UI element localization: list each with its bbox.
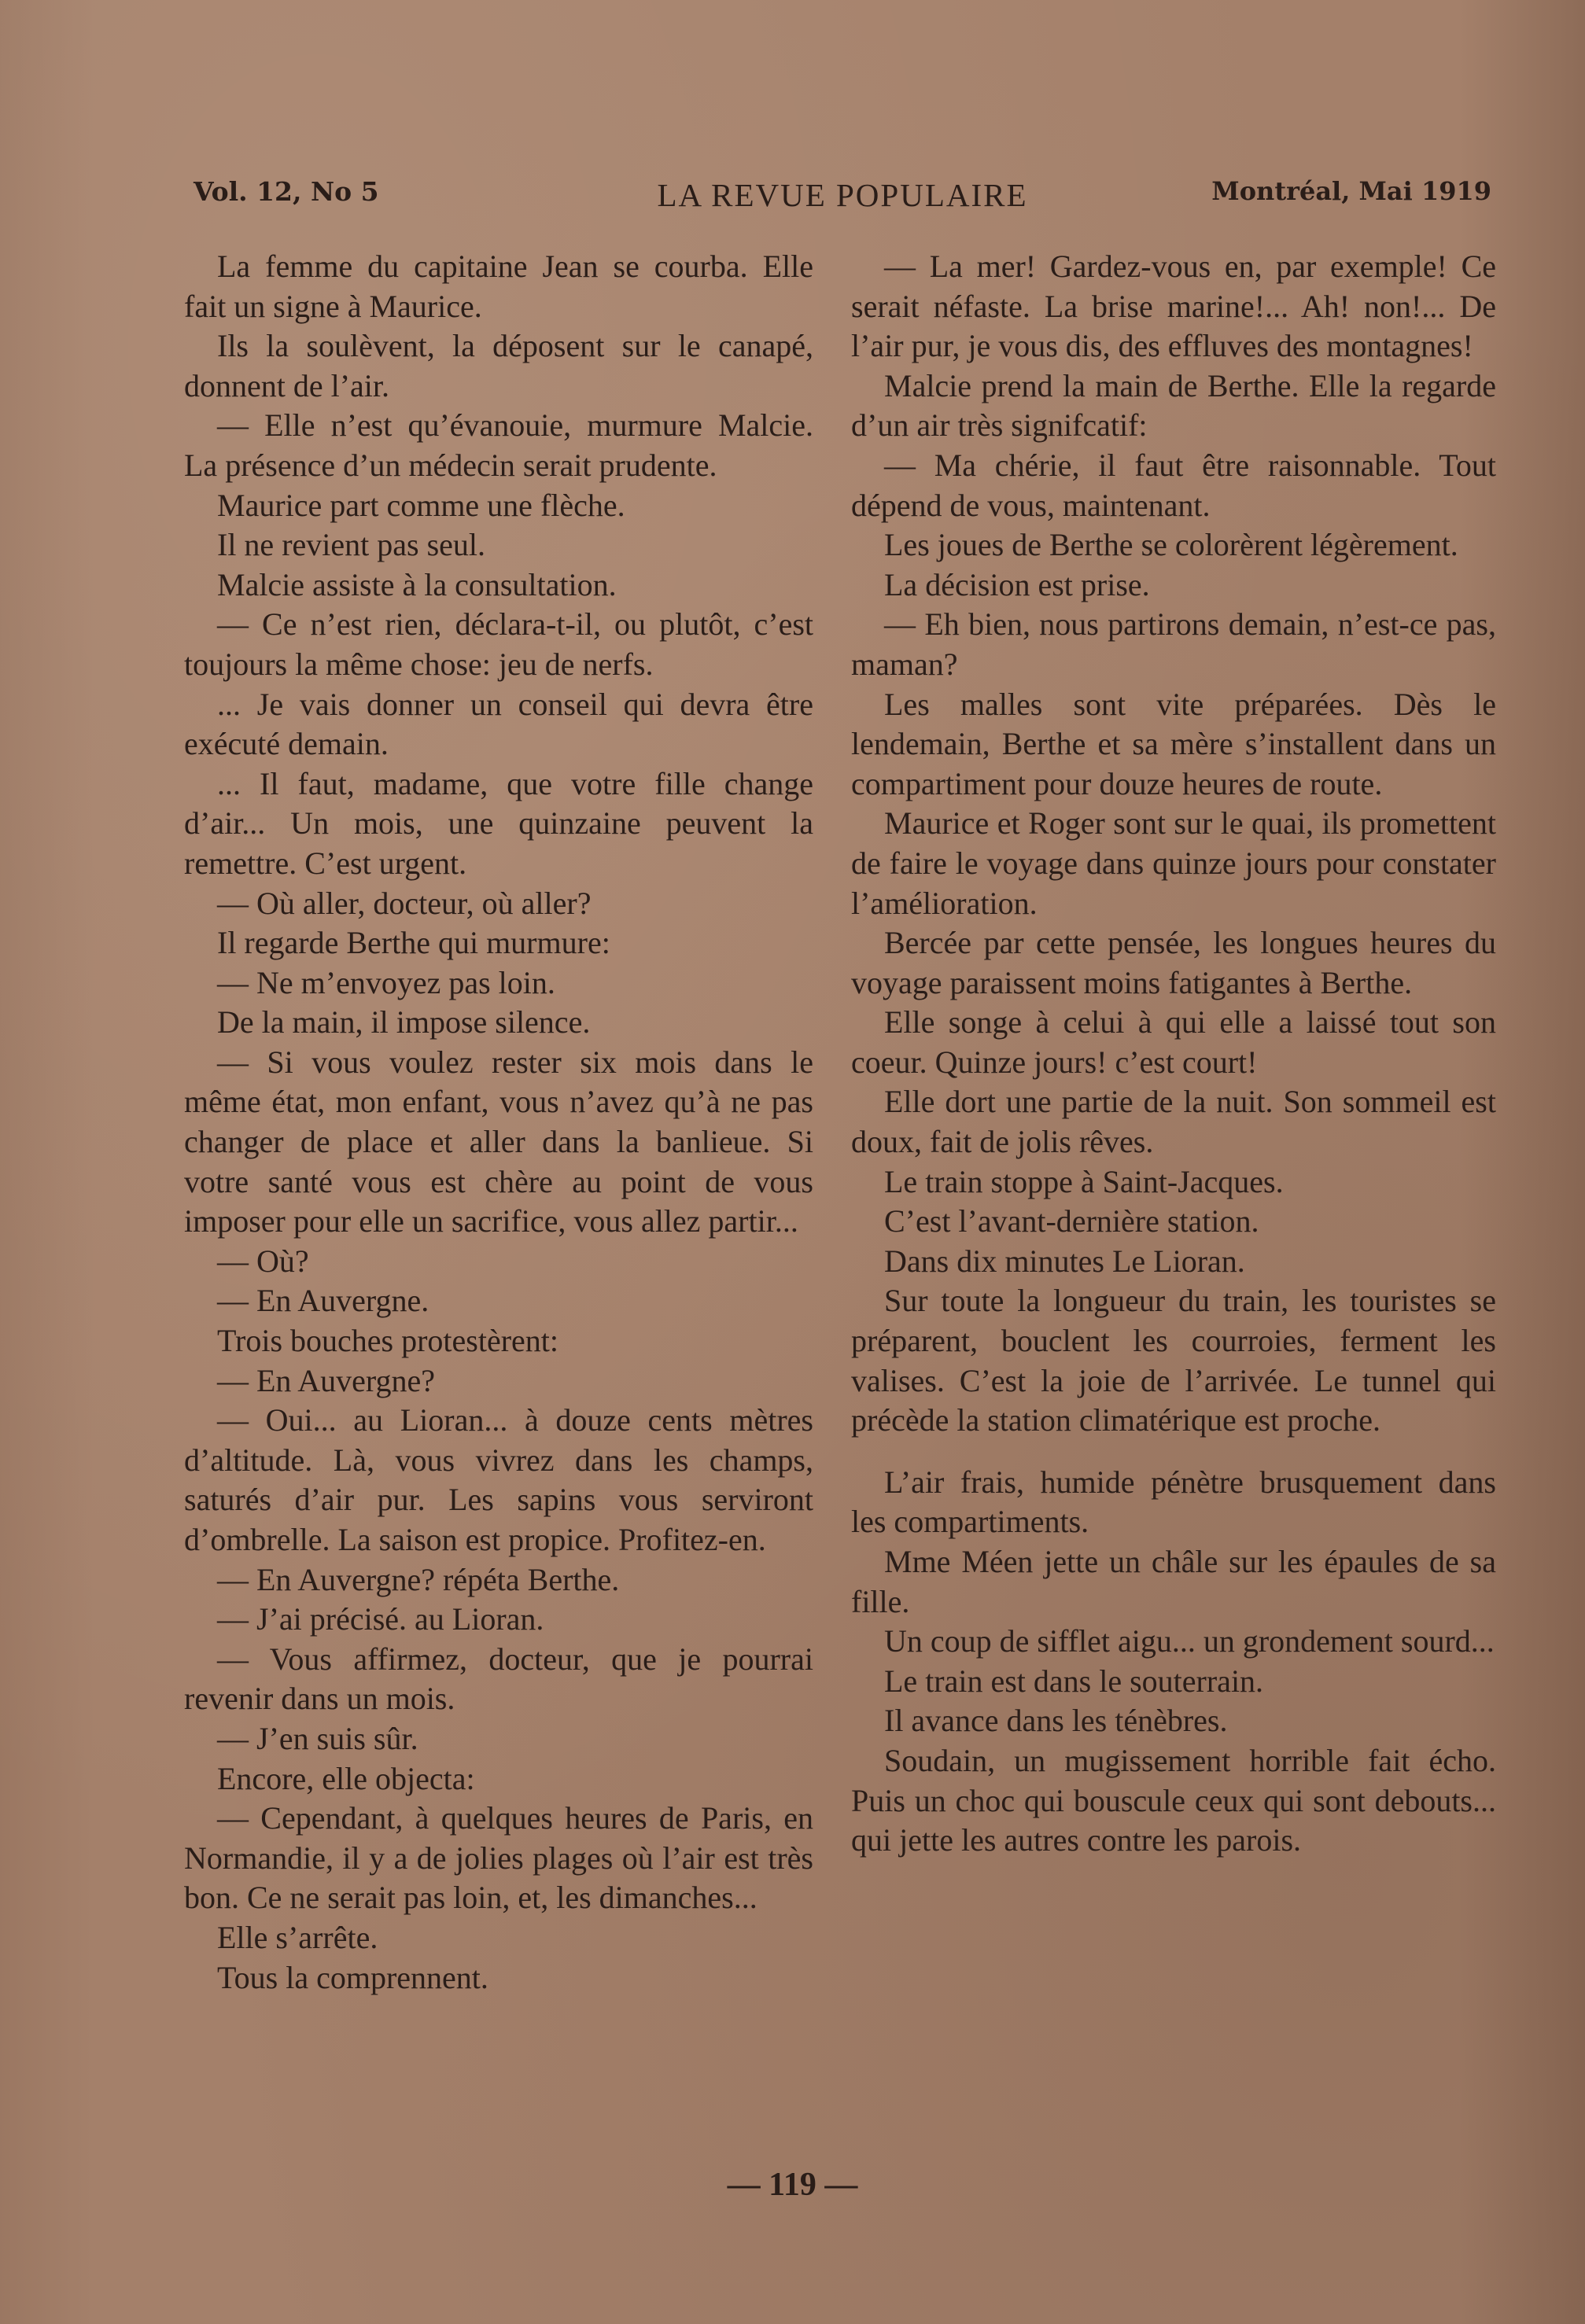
left-column — [184, 247, 813, 1998]
paragraph: ... Il faut, madame, que votre fille change d’air... Un mois, une quinzaine peuvent la remettre. C’est urgent. — [184, 765, 813, 881]
paragraph: — Où aller, docteur, où aller? — [217, 885, 592, 921]
paragraph: Mme Méen jette un châle sur les épaules de sa fille. — [851, 1544, 1496, 1619]
paragraph: La femme du capitaine Jean se courba. Elle fait un signe à Maurice. — [184, 249, 813, 324]
paragraph: Dans dix minutes Le Lioran. — [884, 1243, 1245, 1279]
paragraph: Soudain, un mugissement horrible fait écho. Puis un choc qui bouscule ceux qui sont debouts... qui jette les autres contre les parois. — [851, 1742, 1496, 1858]
paragraph: La décision est prise. — [884, 566, 1150, 602]
paragraph: Elle songe à celui à qui elle a laissé tout son coeur. Quinze jours! c’est court! — [851, 1004, 1496, 1080]
paragraph: Encore, elle objecta: — [217, 1760, 475, 1796]
volume-number: Vol. 12, No 5 — [194, 176, 379, 207]
paragraph: — Eh bien, nous partirons demain, n’est-ce pas, maman? — [851, 606, 1496, 682]
paragraph: — Cependant, à quelques heures de Paris, en Normandie, il y a de jolies plages où l’air est très bon. Ce ne serait pas loin, et, les dimanches... — [184, 1800, 813, 1916]
paragraph: — Où? — [217, 1243, 309, 1279]
paragraph: — Ma chérie, il faut être raisonnable. Tout dépend de vous, maintenant. — [851, 447, 1496, 523]
paragraph: Le train est dans le souterrain. — [884, 1663, 1264, 1699]
paragraph: Il regarde Berthe qui murmure: — [217, 925, 610, 961]
paragraph: C’est l’avant-dernière station. — [884, 1203, 1259, 1239]
paragraph: — En Auvergne. — [217, 1283, 429, 1319]
paragraph: — Ce n’est rien, déclara-t-il, ou plutôt, c’est toujours la même chose: jeu de nerfs. — [184, 606, 813, 682]
paragraph: De la main, il impose silence. — [217, 1004, 591, 1040]
paragraph: Maurice part comme une flèche. — [217, 487, 625, 523]
place-date: Montréal, Mai 1919 — [1211, 176, 1491, 206]
paragraph: Sur toute la longueur du train, les touristes se préparent, bouclent les courroies, ferment les valises. C’est la joie de l’arrivée. Le tunnel qui précède la station climatérique est proche. — [851, 1283, 1496, 1438]
paragraph: Malcie prend la main de Berthe. Elle la regarde d’un air très signifcatif: — [851, 367, 1496, 444]
paragraph: — La mer! Gardez-vous en, par exemple! Ce serait néfaste. La brise marine!... Ah! non!... De l’air pur, je vous dis, des effluves des montagnes! — [851, 249, 1496, 364]
page-header — [194, 176, 1491, 220]
paragraph: Ils la soulèvent, la déposent sur le canapé, donnent de l’air. — [184, 328, 813, 403]
paragraph: ... Je vais donner un conseil qui devra être exécuté demain. — [184, 686, 813, 762]
paragraph: Trois bouches protestèrent: — [217, 1323, 559, 1359]
paragraph: Le train stoppe à Saint-Jacques. — [884, 1163, 1284, 1199]
paragraph: Elle dort une partie de la nuit. Son sommeil est doux, fait de jolis rêves. — [851, 1084, 1496, 1160]
paragraph: Bercée par cette pensée, les longues heures du voyage paraissent moins fatigantes à Berthe. — [851, 925, 1496, 1000]
paragraph: — En Auvergne? répéta Berthe. — [217, 1561, 620, 1597]
paragraph: — Elle n’est qu’évanouie, murmure Malcie. La présence d’un médecin serait prudente. — [184, 407, 813, 483]
page-number: — 119 — — [727, 2167, 858, 2203]
paragraph: Maurice et Roger sont sur le quai, ils promettent de faire le voyage dans quinze jours pour constater l’amélioration. — [851, 805, 1496, 921]
paragraph: Les malles sont vite préparées. Dès le lendemain, Berthe et sa mère s’installent dans un compartiment pour douze heures de route. — [851, 686, 1496, 801]
paragraph: — Ne m’envoyez pas loin. — [217, 964, 555, 1000]
paragraph: Malcie assiste à la consultation. — [217, 566, 617, 602]
paragraph: Il ne revient pas seul. — [217, 527, 485, 563]
paragraph: L’air frais, humide pénètre brusquement dans les compartiments. — [851, 1464, 1496, 1540]
paragraph: Tous la comprennent. — [217, 1959, 488, 1995]
paragraph: — J’en suis sûr. — [217, 1720, 418, 1756]
paragraph: — J’ai précisé. au Lioran. — [217, 1601, 544, 1637]
paragraph: Il avance dans les ténèbres. — [884, 1703, 1228, 1739]
paragraph: — Oui... au Lioran... à douze cents mètres d’altitude. Là, vous vivrez dans les champs, saturés d’air pur. Les sapins vous serviront d’ombrelle. La saison est propice. Profitez-en. — [184, 1402, 813, 1557]
journal-title: LA REVUE POPULAIRE — [657, 177, 1028, 213]
paragraph: — Vous affirmez, docteur, que je pourrai revenir dans un mois. — [184, 1641, 813, 1717]
paragraph: Les joues de Berthe se colorèrent légèrement. — [884, 527, 1458, 563]
paragraph: — Si vous voulez rester six mois dans le même état, mon enfant, vous n’avez qu’à ne pas changer de place et aller dans la banlieue. Si votre santé vous est chère au point de vous imposer pour elle un sacrifice, vous allez partir... — [184, 1044, 813, 1239]
paragraph: Un coup de sifflet aigu... un grondement sourd... — [884, 1623, 1495, 1659]
paragraph: — En Auvergne? — [217, 1362, 435, 1398]
paragraph: Elle s’arrête. — [217, 1919, 378, 1955]
right-column — [851, 247, 1496, 1861]
